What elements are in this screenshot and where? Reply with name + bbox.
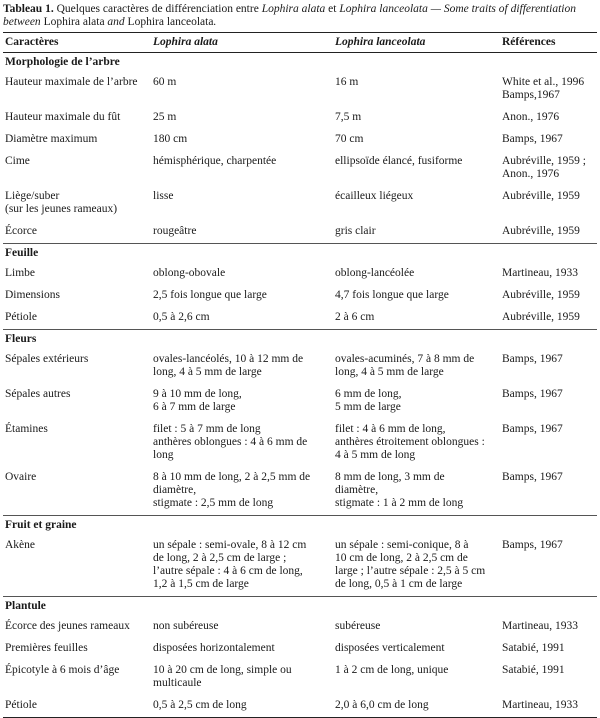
caption-label: Tableau 1. xyxy=(3,3,54,15)
cell-line: Aubréville, 1959 ; xyxy=(502,155,586,167)
cell-line: 1 à 2 cm de long, unique xyxy=(335,664,449,676)
cell-reference xyxy=(500,107,597,129)
cell-line: Premières feuilles xyxy=(5,642,88,654)
cell-line: Dimensions xyxy=(5,289,60,301)
cell-reference xyxy=(500,151,597,186)
cell-line: Satabié, 1991 xyxy=(502,664,565,676)
cell-lophira-lanceolata xyxy=(333,285,500,307)
cell-line: Satabié, 1991 xyxy=(502,642,565,654)
cell-line: stigmate : 2,5 mm de long xyxy=(153,497,274,509)
cell-line: 2 à 6 cm xyxy=(335,311,375,323)
cell-lophira-alata xyxy=(151,129,333,151)
cell-line: 4 à 5 mm de long xyxy=(335,449,416,461)
section-header-row xyxy=(3,53,597,73)
cell-line: 60 m xyxy=(153,76,177,88)
cell-reference xyxy=(500,467,597,516)
section-header-row xyxy=(3,244,597,264)
cell-line: ovales-lancéolés, 10 à 12 mm de xyxy=(153,353,304,365)
cell-line: subéreuse xyxy=(335,620,381,632)
cell-characteristic xyxy=(3,616,151,638)
cell-lophira-lanceolata xyxy=(333,263,500,285)
table-body xyxy=(3,53,597,718)
header-lophira-alata: Lophira alata xyxy=(151,33,333,53)
table-row xyxy=(3,221,597,244)
cell-reference xyxy=(500,535,597,597)
cell-line: disposées horizontalement xyxy=(153,642,275,654)
cell-line: anthères étroitement oblongues : xyxy=(335,436,485,448)
table-caption xyxy=(3,3,597,29)
cell-lophira-alata xyxy=(151,107,333,129)
table-row xyxy=(3,307,597,330)
cell-reference xyxy=(500,384,597,419)
cell-line: long, 4 à 5 mm de large xyxy=(335,366,444,378)
cell-line: Martineau, 1933 xyxy=(502,699,579,711)
cell-line: Anon., 1976 xyxy=(502,168,560,180)
cell-line: Épicotyle à 6 mois d’âge xyxy=(5,664,120,676)
cell-lophira-alata xyxy=(151,535,333,597)
cell-line: 180 cm xyxy=(153,133,188,145)
section-title: Plantule xyxy=(3,597,597,617)
table-row xyxy=(3,349,597,384)
section-title: Fleurs xyxy=(3,330,597,350)
cell-reference xyxy=(500,221,597,244)
table-row xyxy=(3,129,597,151)
cell-line: de long, 0,5 à 1 cm de large xyxy=(335,578,463,590)
cell-line: Pétiole xyxy=(5,699,37,711)
cell-lophira-lanceolata xyxy=(333,467,500,516)
cell-lophira-lanceolata xyxy=(333,186,500,221)
cell-lophira-lanceolata xyxy=(333,695,500,718)
cell-line: oblong-lancéolée xyxy=(335,267,415,279)
cell-lophira-alata xyxy=(151,307,333,330)
cell-line: 6 mm de long, xyxy=(335,388,402,400)
cell-characteristic xyxy=(3,384,151,419)
table-row xyxy=(3,695,597,718)
cell-reference xyxy=(500,307,597,330)
cell-line: 10 à 20 cm de long, simple ou xyxy=(153,664,292,676)
cell-lophira-alata xyxy=(151,186,333,221)
table-row xyxy=(3,638,597,660)
table-row xyxy=(3,535,597,597)
cell-line: un sépale : semi-ovale, 8 à 12 cm xyxy=(153,539,307,551)
caption-species: Lophira lanceolata xyxy=(127,16,214,28)
caption-text: Quelques caractères de différenciation entre xyxy=(53,3,262,15)
cell-reference xyxy=(500,349,597,384)
table-row xyxy=(3,467,597,516)
cell-line: Sépales extérieurs xyxy=(5,353,89,365)
cell-characteristic xyxy=(3,285,151,307)
cell-characteristic xyxy=(3,186,151,221)
cell-characteristic xyxy=(3,695,151,718)
cell-lophira-alata xyxy=(151,151,333,186)
cell-lophira-lanceolata xyxy=(333,638,500,660)
cell-line: 0,5 à 2,6 cm xyxy=(153,311,210,323)
cell-lophira-alata xyxy=(151,384,333,419)
cell-lophira-lanceolata xyxy=(333,349,500,384)
cell-reference xyxy=(500,638,597,660)
cell-line: multicaule xyxy=(153,677,202,689)
cell-line: disposées verticalement xyxy=(335,642,445,654)
cell-line: long xyxy=(153,449,174,461)
cell-line: Martineau, 1933 xyxy=(502,267,579,279)
caption-english: . xyxy=(213,16,217,28)
cell-lophira-lanceolata xyxy=(333,221,500,244)
section-header-row xyxy=(3,516,597,536)
caption-species: Lophira lanceolata xyxy=(339,3,428,15)
cell-lophira-alata xyxy=(151,660,333,695)
cell-lophira-alata xyxy=(151,285,333,307)
cell-reference xyxy=(500,263,597,285)
cell-line: Étamines xyxy=(5,423,48,435)
caption-species: Lophira alata xyxy=(43,16,105,28)
cell-line: Aubréville, 1959 xyxy=(502,311,580,323)
cell-line: Hauteur maximale du fût xyxy=(5,111,121,123)
cell-line: Pétiole xyxy=(5,311,37,323)
cell-characteristic xyxy=(3,419,151,467)
cell-characteristic xyxy=(3,263,151,285)
cell-line: Martineau, 1933 xyxy=(502,620,579,632)
cell-characteristic xyxy=(3,349,151,384)
cell-lophira-lanceolata xyxy=(333,107,500,129)
section-title: Feuille xyxy=(3,244,597,264)
cell-lophira-alata xyxy=(151,221,333,244)
cell-lophira-alata xyxy=(151,695,333,718)
cell-line: un sépale : semi-conique, 8 à xyxy=(335,539,469,551)
caption-english: — Some traits of differentiation xyxy=(427,3,576,15)
caption-species: Lophira alata xyxy=(261,3,326,15)
cell-line: diamètre, xyxy=(153,484,197,496)
table-row xyxy=(3,72,597,107)
cell-line: 25 m xyxy=(153,111,177,123)
cell-characteristic xyxy=(3,535,151,597)
cell-line: 4,7 fois longue que large xyxy=(335,289,449,301)
cell-line: Anon., 1976 xyxy=(502,111,560,123)
cell-characteristic xyxy=(3,72,151,107)
cell-lophira-alata xyxy=(151,638,333,660)
cell-lophira-lanceolata xyxy=(333,307,500,330)
section-header-row xyxy=(3,597,597,617)
cell-line: 1,2 à 1,5 cm de large xyxy=(153,578,249,590)
header-references: Références xyxy=(500,33,597,53)
table-row xyxy=(3,186,597,221)
cell-line: Cime xyxy=(5,155,30,167)
table-row xyxy=(3,660,597,695)
table-row xyxy=(3,263,597,285)
cell-line: 2,5 fois longue que large xyxy=(153,289,267,301)
cell-line: Écorce des jeunes rameaux xyxy=(5,620,130,632)
cell-lophira-alata xyxy=(151,72,333,107)
cell-lophira-lanceolata xyxy=(333,72,500,107)
cell-lophira-lanceolata xyxy=(333,616,500,638)
cell-lophira-lanceolata xyxy=(333,129,500,151)
cell-line: long, 4 à 5 mm de large xyxy=(153,366,262,378)
cell-reference xyxy=(500,695,597,718)
cell-lophira-alata xyxy=(151,349,333,384)
cell-line: Liège/suber xyxy=(5,190,60,202)
cell-line: 8 à 10 mm de long, 2 à 2,5 mm de xyxy=(153,471,311,483)
cell-line: anthères oblongues : 4 à 6 mm de xyxy=(153,436,308,448)
cell-line: oblong-obovale xyxy=(153,267,226,279)
cell-line: 2,0 à 6,0 cm de long xyxy=(335,699,429,711)
header-lophira-lanceolata: Lophira lanceolata xyxy=(333,33,500,53)
cell-line: Ovaire xyxy=(5,471,37,483)
caption-english: between xyxy=(3,16,44,28)
traits-table xyxy=(3,32,597,718)
cell-line: Aubréville, 1959 xyxy=(502,190,580,202)
cell-characteristic xyxy=(3,307,151,330)
caption-text: et xyxy=(325,3,340,15)
cell-lophira-lanceolata xyxy=(333,384,500,419)
cell-lophira-alata xyxy=(151,616,333,638)
cell-line: Sépales autres xyxy=(5,388,71,400)
cell-lophira-lanceolata xyxy=(333,660,500,695)
section-title: Morphologie de l’arbre xyxy=(5,56,120,68)
cell-line: ellipsoïde élancé, fusiforme xyxy=(335,155,463,167)
cell-lophira-alata xyxy=(151,467,333,516)
cell-line: 16 m xyxy=(335,76,359,88)
cell-line: Bamps, 1967 xyxy=(502,423,563,435)
cell-characteristic xyxy=(3,467,151,516)
cell-line: lisse xyxy=(153,190,174,202)
cell-line: Bamps, 1967 xyxy=(502,471,563,483)
cell-line: non subéreuse xyxy=(153,620,219,632)
cell-line: rougeâtre xyxy=(153,225,197,237)
cell-line: White et al., 1996 xyxy=(502,76,585,88)
cell-line: Aubréville, 1959 xyxy=(502,289,580,301)
cell-reference xyxy=(500,72,597,107)
cell-line: 9 à 10 mm de long, xyxy=(153,388,242,400)
cell-lophira-lanceolata xyxy=(333,151,500,186)
cell-line: filet : 4 à 6 mm de long, xyxy=(335,423,446,435)
cell-line: filet : 5 à 7 mm de long xyxy=(153,423,261,435)
table-header-row xyxy=(3,33,597,53)
header-characters: Caractères xyxy=(3,33,151,53)
cell-line: 0,5 à 2,5 cm de long xyxy=(153,699,247,711)
table-row xyxy=(3,616,597,638)
table-row xyxy=(3,107,597,129)
cell-characteristic xyxy=(3,660,151,695)
section-title: Fruit et graine xyxy=(3,516,597,536)
cell-line: Bamps, 1967 xyxy=(502,539,563,551)
cell-lophira-lanceolata xyxy=(333,535,500,597)
cell-line: (sur les jeunes rameaux) xyxy=(5,203,118,215)
cell-reference xyxy=(500,616,597,638)
cell-line: 8 mm de long, 3 mm de xyxy=(335,471,445,483)
cell-lophira-alata xyxy=(151,263,333,285)
cell-lophira-lanceolata xyxy=(333,419,500,467)
cell-line: Bamps, 1967 xyxy=(502,388,563,400)
cell-line: diamètre, xyxy=(335,484,379,496)
table-row xyxy=(3,285,597,307)
cell-characteristic xyxy=(3,151,151,186)
cell-line: Akène xyxy=(5,539,36,551)
cell-line: hémisphérique, charpentée xyxy=(153,155,277,167)
cell-line: de long, 2 à 2,5 cm de large ; xyxy=(153,552,287,564)
cell-line: Hauteur maximale de l’arbre xyxy=(5,76,138,88)
cell-line: large ; l’autre sépale : 2,5 à 5 cm xyxy=(335,565,486,577)
cell-line: Bamps, 1967 xyxy=(502,353,563,365)
section-header-row xyxy=(3,330,597,350)
cell-reference xyxy=(500,186,597,221)
cell-line: Bamps,1967 xyxy=(502,89,560,101)
cell-reference xyxy=(500,419,597,467)
table-row xyxy=(3,151,597,186)
cell-line: Limbe xyxy=(5,267,36,279)
cell-lophira-alata xyxy=(151,419,333,467)
cell-line: 5 mm de large xyxy=(335,401,401,413)
cell-line: Aubréville, 1959 xyxy=(502,225,580,237)
cell-line: ovales-acuminés, 7 à 8 mm de xyxy=(335,353,475,365)
table-row xyxy=(3,419,597,467)
cell-line: Écorce xyxy=(5,225,37,237)
table-row xyxy=(3,384,597,419)
cell-characteristic xyxy=(3,221,151,244)
cell-line: l’autre sépale : 4 à 6 cm de long, xyxy=(153,565,303,577)
cell-reference xyxy=(500,660,597,695)
cell-line: écailleux liégeux xyxy=(335,190,414,202)
cell-line: Diamètre maximum xyxy=(5,133,98,145)
cell-line: 70 cm xyxy=(335,133,364,145)
cell-line: 6 à 7 mm de large xyxy=(153,401,236,413)
caption-english: and xyxy=(104,16,128,28)
cell-line: stigmate : 1 à 2 mm de long xyxy=(335,497,464,509)
cell-line: gris clair xyxy=(335,225,376,237)
cell-characteristic xyxy=(3,129,151,151)
cell-characteristic xyxy=(3,107,151,129)
cell-line: Bamps, 1967 xyxy=(502,133,563,145)
cell-reference xyxy=(500,285,597,307)
cell-line: 10 cm de long, 2 à 2,5 cm de xyxy=(335,552,468,564)
cell-reference xyxy=(500,129,597,151)
cell-characteristic xyxy=(3,638,151,660)
cell-line: 7,5 m xyxy=(335,111,362,123)
